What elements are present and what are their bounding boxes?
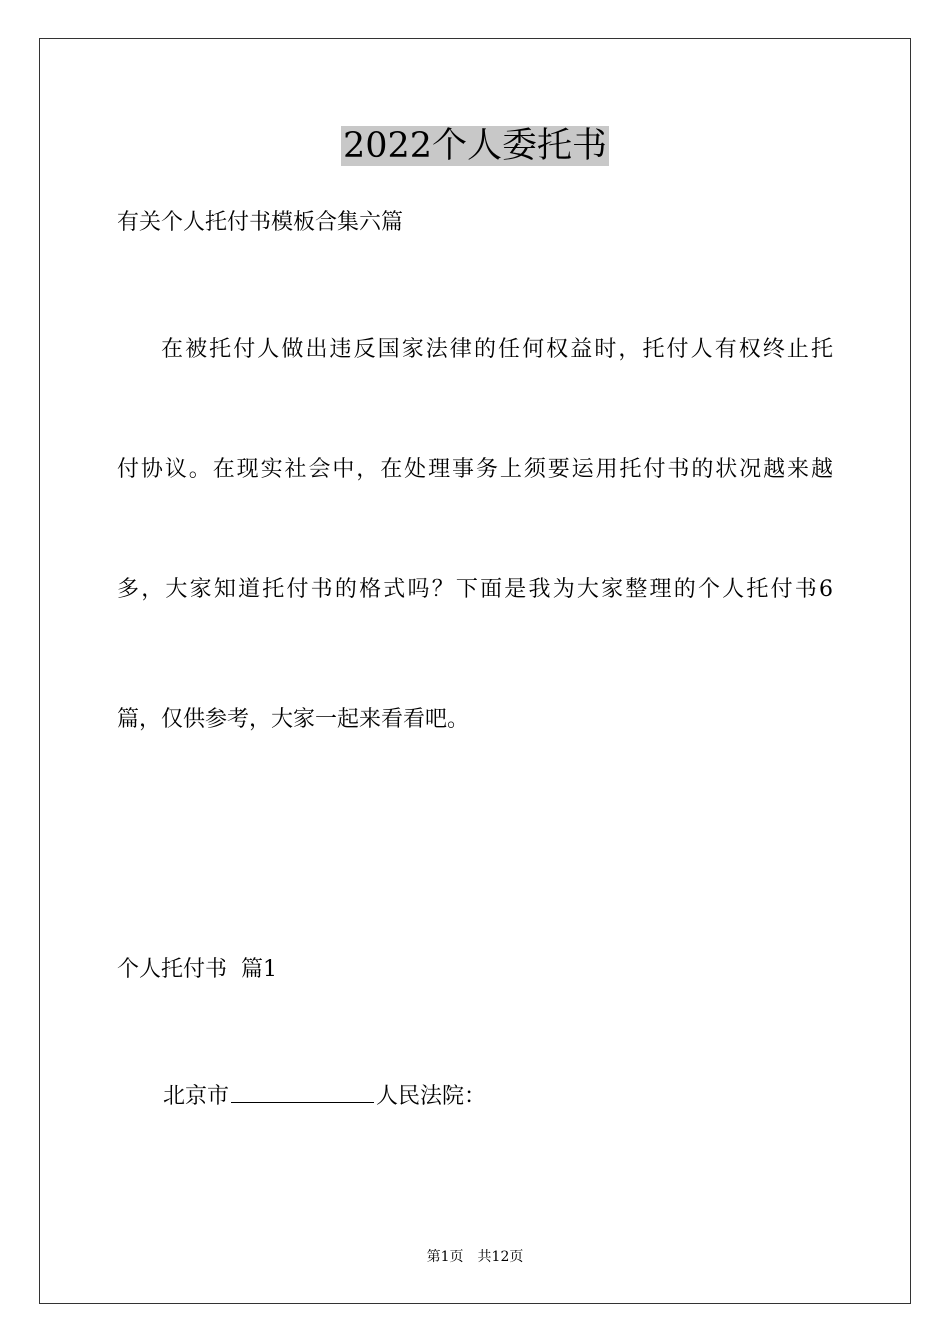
page-number: 第1页 <box>426 1249 464 1265</box>
page-footer <box>0 1248 950 1266</box>
addressee-line <box>163 1080 486 1112</box>
intro-line-2: 付协议。在现实社会中，在处理事务上须要运用托付书的状况越来越 <box>117 457 833 482</box>
document-title-text: 2022个人委托书 <box>342 126 608 166</box>
intro-line-1: 在被托付人做出违反国家法律的任何权益时，托付人有权终止托 <box>161 337 833 362</box>
page-total: 共12页 <box>477 1249 524 1265</box>
section-heading: 个人托付书 篇1 <box>117 957 277 982</box>
court-name-blank[interactable] <box>231 1080 374 1103</box>
addressee-prefix: 北京市 <box>163 1084 230 1109</box>
addressee-suffix: 人民法院： <box>376 1084 487 1109</box>
document-title <box>0 124 950 168</box>
intro-line-3: 多，大家知道托付书的格式吗？下面是我为大家整理的个人托付书6 <box>117 577 833 602</box>
document-subtitle: 有关个人托付书模板合集六篇 <box>117 210 404 235</box>
intro-line-4: 篇，仅供参考，大家一起来看看吧。 <box>117 707 470 732</box>
